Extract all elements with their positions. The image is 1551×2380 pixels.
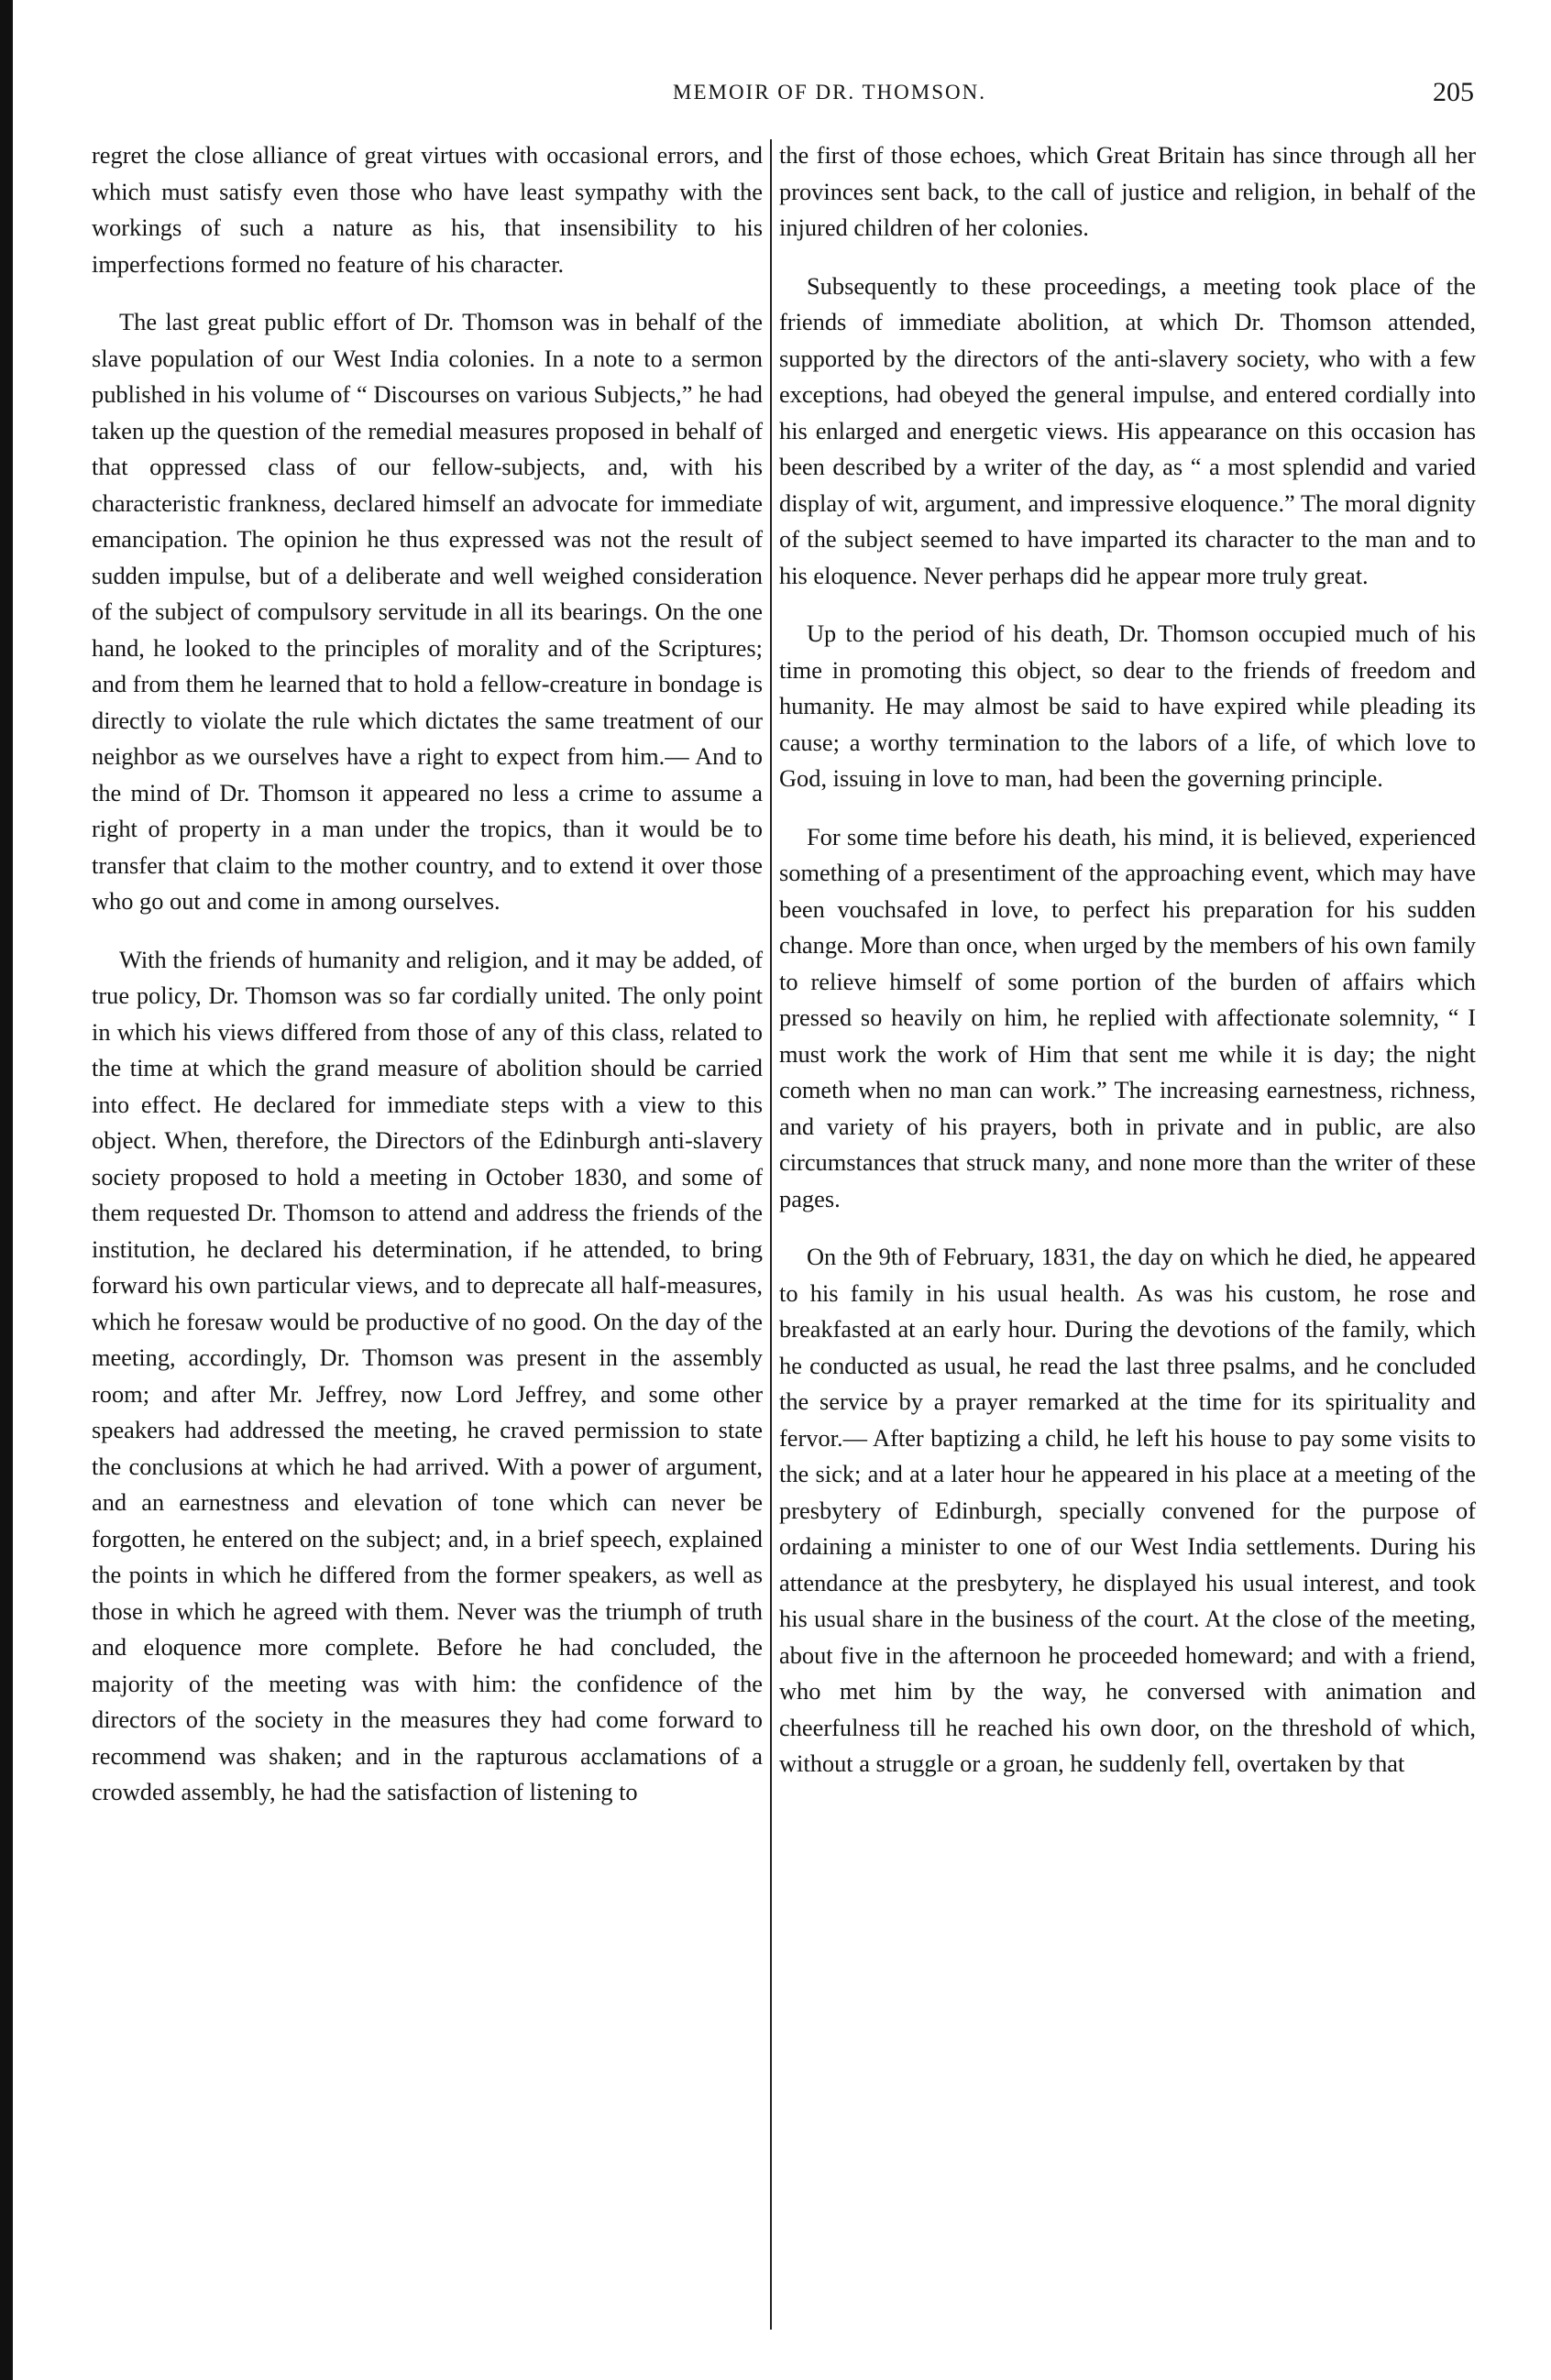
paragraph-anti-slavery-effort: The last great public effort of Dr. Thomson was in behalf of the slave population of our West India colonies. In a note to a sermon published in his volume of “ Discourses on various Subjects,” he had taken up the question of the remedial measures proposed in behalf of that oppressed class of our fellow-subjects, and, with his characteristic frankness, declared himself an advocate for immediate emancipation. The opinion he thus expressed was not the result of sudden impulse, but of a deliberate and well weighed consideration of the subject of compulsory servitude in all its bearings. On the one hand, he looked to the principles of morality and of the Scriptures; and from them he learned that to hold a fellow-creature in bondage is directly to violate the rule which dictates the same treatment of our neighbor as we ourselves have a right to expect from him.— And to the mind of Dr. Thomson it appeared no less a crime to assume a right of property in a man under the tropics, than it would be to transfer that claim to the mother country, and to extend it over those who go out and come in among ourselves.: [92, 308, 763, 915]
paragraph-echoes: the first of those echoes, which Great Britain has since through all her provinces sent back, to the call of justice and religion, in behalf of the injured children of her colonies.: [779, 141, 1476, 241]
paragraph-continued: regret the close alliance of great virtues with occasional errors, and which must satisfy even those who have least sympathy with the workings of such a nature as his, that insensibility to his imperfections formed no feature of his character.: [92, 141, 763, 278]
right-column: [779, 137, 1476, 1804]
paragraph-presentiment: For some time before his death, his mind, it is believed, experienced something of a presentiment of the approaching event, which may have been vouchsafed in love, to perfect his preparation for his sudden change. More than once, when urged by the members of his own family to relieve himself of some portion of the burden of affairs which pressed so heavily on him, he replied with affectionate solemnity, “ I must work the work of Him that sent me while it is day; the night cometh when no man can work.” The increasing earnestness, richness, and variety of his prayers, both in private and in public, are also circumstances that struck many, and none more than the writer of these pages.: [779, 822, 1476, 1212]
page-binding-edge: [0, 0, 13, 2380]
paragraph-subsequent-meeting: Subsequently to these proceedings, a meeting took place of the friends of immediate abolition, at which Dr. Thomson attended, supported by the directors of the anti-slavery society, who with a few exceptions, had obeyed the general impulse, and entered cordially into his enlarged and energetic views. His appearance on this occasion has been described by a writer of the day, as “ a most splendid and varied display of wit, argument, and impressive eloquence.” The moral dignity of the subject seemed to have imparted its character to the man and to his eloquence. Never perhaps did he appear more truly great.: [779, 271, 1476, 589]
paragraph-final-day: On the 9th of February, 1831, the day on which he died, he appeared to his family in his usual health. As was his custom, he rose and breakfasted at an early hour. During the devotions of the family, which he conducted as usual, he read the last three psalms, and he concluded the service by a prayer remarked at the time for its spirituality and fervor.— After baptizing a child, he left his house to pay some visits to the sick; and at a later hour he appeared in his place at a meeting of the presbytery of Edinburgh, specially convened for the purpose of ordaining a minister to one of our West India settlements. During his attendance at the presbytery, he displayed his usual interest, and took his usual share in the business of the court. At the close of the meeting, about five in the afternoon he proceeded homeward; and with a friend, who met him by the way, he conversed with animation and cheerfulness till he reached his own door, on the threshold of which, without a struggle or a groan, he suddenly fell, overtaken by that: [779, 1243, 1476, 1777]
column-divider: [770, 139, 772, 2330]
paragraph-until-death: Up to the period of his death, Dr. Thomson occupied much of his time in promoting this object, so dear to the friends of freedom and humanity. He may almost be said to have expired while pleading its cause; a worthy termination to the labors of a life, of which love to God, issuing in love to man, had been the governing principle.: [779, 620, 1476, 792]
page-number: 205: [1433, 77, 1474, 107]
page-header: [156, 77, 1503, 114]
paragraph-edinburgh-meeting: With the friends of humanity and religion, and it may be added, of true policy, Dr. Thomson was so far cordially united. The only point in which his views differed from those of any of this class, related to the time at which the grand measure of abolition should be carried into effect. He declared for immediate steps with a view to this object. When, therefore, the Directors of the Edinburgh anti-slavery society proposed to hold a meeting in October 1830, and some of them requested Dr. Thomson to attend and address the friends of the institution, he declared his determination, if he attended, to bring forward his own particular views, and to deprecate all half-measures, which he foresaw would be productive of no good. On the day of the meeting, accordingly, Dr. Thomson was present in the assembly room; and after Mr. Jeffrey, now Lord Jeffrey, and some other speakers had addressed the meeting, he craved permission to state the conclusions at which he had arrived. With a power of argument, and an earnestness and elevation of tone which can never be forgotten, he entered on the subject; and, in a brief speech, explained the points in which he differed from the former speakers, as well as those in which he agreed with them. Never was the triumph of truth and eloquence more complete. Before he had concluded, the majority of the meeting was with him: the confidence of the directors of the society in the measures they had come forward to recommend was shaken; and in the rapturous acclamations of a crowded assembly, he had the satisfaction of listening to: [92, 945, 763, 1805]
left-column: [92, 137, 763, 1833]
running-title: MEMOIR OF DR. THOMSON.: [673, 81, 986, 104]
